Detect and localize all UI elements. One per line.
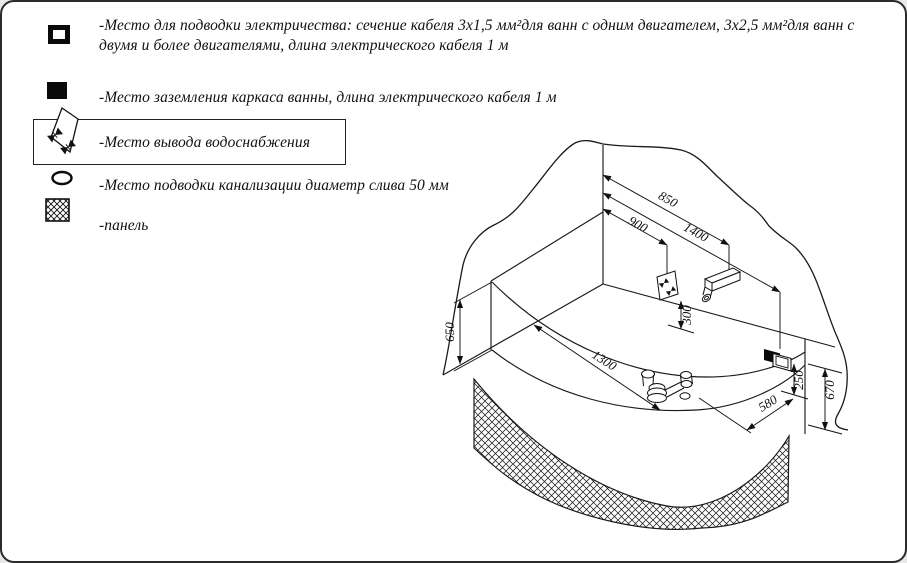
faucet-spout (701, 268, 740, 303)
dim-1300: 1300 (589, 346, 620, 374)
sewer-point (680, 393, 690, 399)
dim-250: 250 (791, 370, 806, 390)
dim-650: 650 (442, 322, 457, 342)
dim-670: 670 (822, 380, 837, 400)
wall-water-supply-icon (657, 271, 678, 300)
dim-300: 300 (679, 305, 694, 325)
dim-580: 580 (755, 391, 780, 415)
legend-item-electric: -Место для подводки электричества: сечение кабеля 3х1,5 мм²для ванн с одним двигателем, 3х2,5 мм²для ванн с двумя и более двигателями, длина электрического кабеля 1 м (99, 17, 855, 54)
dim-900: 900 (626, 212, 651, 236)
legend-item-water-supply: -Место вывода водоснабжения (99, 134, 310, 151)
legend-item-sewer: -Место подводки канализации диаметр слива 50 мм (99, 177, 449, 194)
dim-1400: 1400 (681, 219, 712, 245)
torn-wall-outline (443, 141, 848, 430)
drain-siphon (642, 370, 693, 403)
wall-electric-icons (764, 349, 791, 371)
legend-item-panel: -панель (99, 217, 149, 234)
legend-item-grounding: -Место заземления каркаса ванны, длина электрического кабеля 1 м (99, 89, 557, 106)
bathtub-installation-drawing (2, 2, 907, 563)
dim-850: 850 (656, 187, 681, 211)
